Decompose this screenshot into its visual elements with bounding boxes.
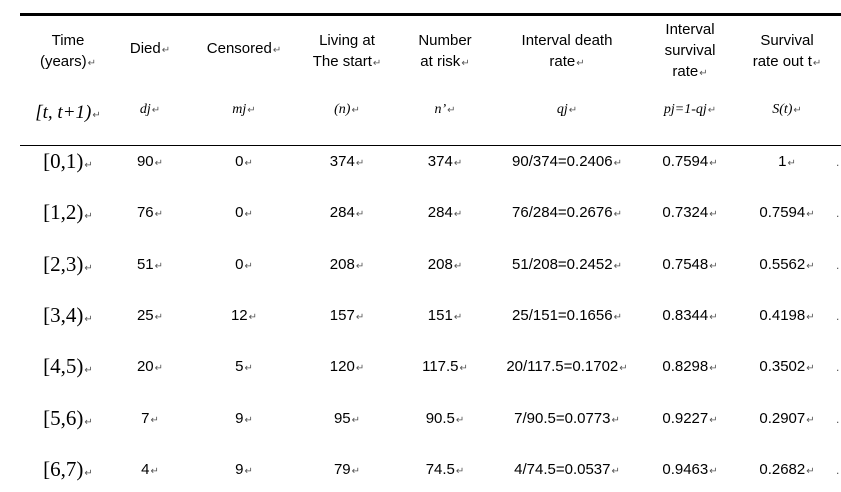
column-header: (years)↵ bbox=[39, 53, 97, 70]
table-cell: 74.5↵ bbox=[425, 461, 465, 478]
table-cell: 1↵ bbox=[778, 153, 796, 170]
row-end-mark: . bbox=[836, 155, 840, 169]
paragraph-mark: ↵ bbox=[84, 468, 93, 479]
column-symbol: dj↵ bbox=[139, 102, 161, 117]
table-cell: 0.7324↵ bbox=[662, 204, 718, 221]
row-end-mark: . bbox=[836, 360, 840, 374]
paragraph-mark: ↵ bbox=[709, 312, 718, 323]
table-cell: 79↵ bbox=[333, 461, 361, 478]
row-end-mark: . bbox=[836, 206, 840, 220]
paragraph-mark: ↵ bbox=[613, 261, 622, 272]
column-header: rate↵ bbox=[549, 53, 585, 70]
column-header: Number bbox=[418, 32, 472, 49]
table-cell: 20↵ bbox=[136, 358, 164, 375]
table-cell: 117.5↵ bbox=[422, 358, 468, 375]
paragraph-mark: ↵ bbox=[568, 105, 578, 116]
column-header: at risk↵ bbox=[420, 53, 470, 70]
paragraph-mark: ↵ bbox=[87, 58, 97, 69]
paragraph-mark: ↵ bbox=[244, 415, 253, 426]
paragraph-mark: ↵ bbox=[455, 415, 465, 426]
paragraph-mark: ↵ bbox=[244, 261, 253, 272]
table-cell: 151↵ bbox=[427, 307, 463, 324]
paragraph-mark: ↵ bbox=[355, 363, 365, 374]
table-cell: 9↵ bbox=[235, 410, 253, 427]
paragraph-mark: ↵ bbox=[812, 58, 822, 69]
table-cell: 208↵ bbox=[427, 256, 463, 273]
paragraph-mark: ↵ bbox=[351, 105, 360, 116]
paragraph-mark: ↵ bbox=[272, 45, 282, 56]
table-cell: 76/284=0.2676↵ bbox=[512, 204, 622, 221]
table-cell: 51/208=0.2452↵ bbox=[512, 256, 622, 273]
table-cell: 284↵ bbox=[427, 204, 463, 221]
table-cell: 284↵ bbox=[329, 204, 365, 221]
column-header: Interval death bbox=[521, 32, 613, 49]
paragraph-mark: ↵ bbox=[613, 158, 622, 169]
column-header: Survival bbox=[760, 32, 814, 49]
interval-cell: [1,2)↵ bbox=[43, 200, 93, 224]
table-cell: 90.5↵ bbox=[425, 410, 465, 427]
table-cell: 0.4198↵ bbox=[759, 307, 815, 324]
paragraph-mark: ↵ bbox=[459, 363, 468, 374]
paragraph-mark: ↵ bbox=[461, 58, 470, 69]
table-cell: 0.3502↵ bbox=[759, 358, 815, 375]
table-cell: 0.5562↵ bbox=[759, 256, 815, 273]
table-cell: 0.9227↵ bbox=[662, 410, 718, 427]
column-header: rate↵ bbox=[672, 63, 708, 80]
table-cell: 25/151=0.1656↵ bbox=[512, 307, 622, 324]
paragraph-mark: ↵ bbox=[154, 363, 164, 374]
interval-cell: [6,7)↵ bbox=[43, 457, 93, 481]
column-symbol: mj↵ bbox=[232, 102, 256, 117]
table-cell: 208↵ bbox=[329, 256, 365, 273]
paragraph-mark: ↵ bbox=[355, 158, 365, 169]
column-header: Censored↵ bbox=[206, 40, 282, 57]
column-header: survival bbox=[664, 42, 716, 59]
row-end-mark: . bbox=[836, 412, 840, 426]
paragraph-mark: ↵ bbox=[154, 312, 164, 323]
paragraph-mark: ↵ bbox=[150, 466, 159, 477]
paragraph-mark: ↵ bbox=[154, 209, 164, 220]
table-cell: 4↵ bbox=[141, 461, 159, 478]
paragraph-mark: ↵ bbox=[709, 415, 718, 426]
table-cell: 90/374=0.2406↵ bbox=[512, 153, 622, 170]
paragraph-mark: ↵ bbox=[355, 312, 365, 323]
table-cell: 7↵ bbox=[141, 410, 159, 427]
table-cell: 157↵ bbox=[329, 307, 365, 324]
paragraph-mark: ↵ bbox=[84, 211, 93, 222]
paragraph-mark: ↵ bbox=[355, 261, 365, 272]
table-cell: 0.2682↵ bbox=[759, 461, 815, 478]
interval-cell: [3,4)↵ bbox=[43, 303, 93, 327]
paragraph-mark: ↵ bbox=[161, 45, 171, 56]
paragraph-mark: ↵ bbox=[154, 261, 164, 272]
column-header: Died↵ bbox=[129, 40, 171, 57]
table-cell: 5↵ bbox=[235, 358, 253, 375]
paragraph-mark: ↵ bbox=[806, 466, 815, 477]
paragraph-mark: ↵ bbox=[611, 415, 620, 426]
interval-cell: [5,6)↵ bbox=[43, 406, 93, 430]
table-cell: 0.7594↵ bbox=[662, 153, 718, 170]
table-cell: 0.8298↵ bbox=[662, 358, 718, 375]
column-header: Living at bbox=[319, 32, 375, 49]
table-cell: 25↵ bbox=[136, 307, 164, 324]
paragraph-mark: ↵ bbox=[244, 363, 253, 374]
paragraph-mark: ↵ bbox=[447, 105, 456, 116]
table-top-rule bbox=[20, 13, 841, 16]
table-cell: 0↵ bbox=[235, 204, 253, 221]
interval-cell: [2,3)↵ bbox=[43, 252, 93, 276]
paragraph-mark: ↵ bbox=[793, 105, 802, 116]
paragraph-mark: ↵ bbox=[707, 105, 717, 116]
paragraph-mark: ↵ bbox=[372, 58, 382, 69]
paragraph-mark: ↵ bbox=[806, 209, 815, 220]
table-cell: 374↵ bbox=[329, 153, 365, 170]
row-end-mark: . bbox=[836, 463, 840, 477]
paragraph-mark: ↵ bbox=[84, 417, 93, 428]
row-end-mark: . bbox=[836, 258, 840, 272]
table-cell: 0.9463↵ bbox=[662, 461, 718, 478]
paragraph-mark: ↵ bbox=[453, 209, 463, 220]
paragraph-mark: ↵ bbox=[787, 158, 796, 169]
column-header: Time bbox=[51, 32, 85, 49]
paragraph-mark: ↵ bbox=[355, 209, 365, 220]
table-header-rule bbox=[20, 145, 841, 146]
paragraph-mark: ↵ bbox=[699, 68, 708, 79]
paragraph-mark: ↵ bbox=[244, 466, 253, 477]
table-cell: 7/90.5=0.0773↵ bbox=[514, 410, 620, 427]
table-cell: 4/74.5=0.0537↵ bbox=[514, 461, 620, 478]
table-cell: 0.8344↵ bbox=[662, 307, 718, 324]
table-cell: 0.7548↵ bbox=[662, 256, 718, 273]
paragraph-mark: ↵ bbox=[154, 158, 164, 169]
column-header: rate out t↵ bbox=[752, 53, 822, 70]
paragraph-mark: ↵ bbox=[151, 105, 161, 116]
table-cell: 0↵ bbox=[235, 256, 253, 273]
column-symbol: S(t)↵ bbox=[772, 102, 802, 117]
paragraph-mark: ↵ bbox=[576, 58, 585, 69]
paragraph-mark: ↵ bbox=[613, 312, 622, 323]
column-symbol: [t, t+1)↵ bbox=[35, 102, 101, 123]
interval-cell: [4,5)↵ bbox=[43, 354, 93, 378]
paragraph-mark: ↵ bbox=[709, 466, 718, 477]
paragraph-mark: ↵ bbox=[806, 312, 815, 323]
paragraph-mark: ↵ bbox=[351, 415, 361, 426]
row-end-mark: . bbox=[836, 309, 840, 323]
paragraph-mark: ↵ bbox=[351, 466, 361, 477]
table-cell: 0↵ bbox=[235, 153, 253, 170]
paragraph-mark: ↵ bbox=[84, 314, 93, 325]
table-cell: 120↵ bbox=[329, 358, 365, 375]
paragraph-mark: ↵ bbox=[709, 261, 718, 272]
paragraph-mark: ↵ bbox=[619, 363, 628, 374]
paragraph-mark: ↵ bbox=[455, 466, 465, 477]
column-header: Interval bbox=[665, 21, 715, 38]
table-cell: 0.2907↵ bbox=[759, 410, 815, 427]
paragraph-mark: ↵ bbox=[709, 209, 718, 220]
paragraph-mark: ↵ bbox=[84, 365, 93, 376]
paragraph-mark: ↵ bbox=[244, 158, 253, 169]
column-header: The start↵ bbox=[312, 53, 382, 70]
table-cell: 374↵ bbox=[427, 153, 463, 170]
paragraph-mark: ↵ bbox=[806, 261, 815, 272]
table-cell: 95↵ bbox=[333, 410, 361, 427]
paragraph-mark: ↵ bbox=[806, 415, 815, 426]
table-cell: 51↵ bbox=[136, 256, 164, 273]
paragraph-mark: ↵ bbox=[613, 209, 622, 220]
table-cell: 20/117.5=0.1702↵ bbox=[506, 358, 628, 375]
column-symbol: pj=1-qj↵ bbox=[663, 102, 717, 117]
paragraph-mark: ↵ bbox=[709, 363, 718, 374]
paragraph-mark: ↵ bbox=[806, 363, 815, 374]
paragraph-mark: ↵ bbox=[84, 263, 93, 274]
table-cell: 90↵ bbox=[136, 153, 164, 170]
paragraph-mark: ↵ bbox=[150, 415, 159, 426]
paragraph-mark: ↵ bbox=[611, 466, 620, 477]
column-symbol: qj↵ bbox=[556, 102, 578, 117]
table-cell: 76↵ bbox=[136, 204, 164, 221]
table-cell: 0.7594↵ bbox=[759, 204, 815, 221]
table-cell: 9↵ bbox=[235, 461, 253, 478]
paragraph-mark: ↵ bbox=[84, 160, 93, 171]
paragraph-mark: ↵ bbox=[453, 312, 463, 323]
paragraph-mark: ↵ bbox=[92, 110, 101, 121]
paragraph-mark: ↵ bbox=[247, 105, 256, 116]
interval-cell: [0,1)↵ bbox=[43, 149, 93, 173]
table-cell: 12↵ bbox=[230, 307, 258, 324]
paragraph-mark: ↵ bbox=[248, 312, 258, 323]
column-symbol: (n)↵ bbox=[334, 102, 360, 117]
column-symbol: n’↵ bbox=[434, 102, 456, 117]
paragraph-mark: ↵ bbox=[453, 261, 463, 272]
paragraph-mark: ↵ bbox=[453, 158, 463, 169]
paragraph-mark: ↵ bbox=[244, 209, 253, 220]
paragraph-mark: ↵ bbox=[709, 158, 718, 169]
